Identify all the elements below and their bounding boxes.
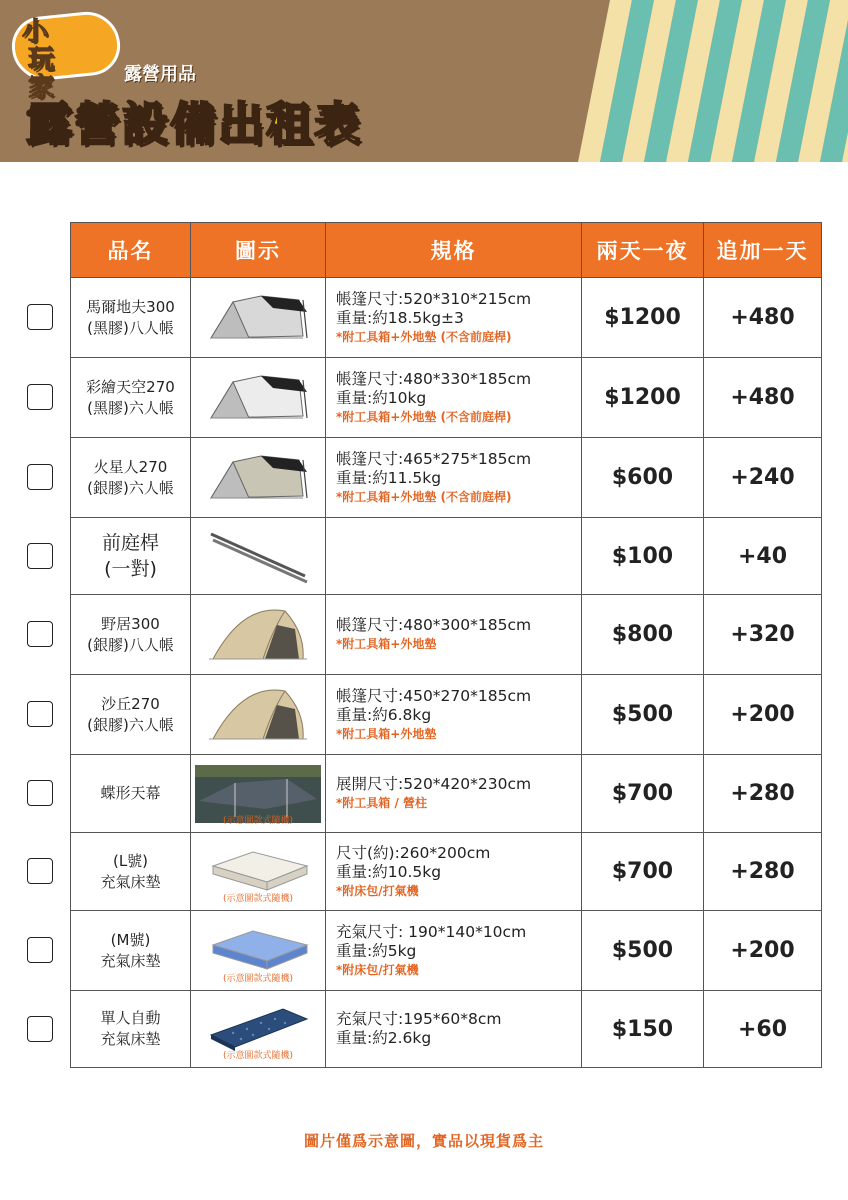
- price-two-days: $700: [611, 781, 674, 806]
- item-spec-cell: [326, 755, 582, 833]
- price-two-days: $700: [611, 859, 674, 884]
- spec-line: 重量:約10.5kg: [336, 862, 442, 881]
- price-two-days-cell: [582, 755, 704, 833]
- header-two-days: 兩天一夜: [582, 223, 704, 278]
- price-two-days: $1200: [604, 305, 681, 330]
- price-extra-day: +240: [730, 465, 795, 490]
- row-checkbox[interactable]: [27, 701, 53, 727]
- price-extra-day-cell: [704, 438, 822, 518]
- item-spec-cell: [326, 518, 582, 595]
- spec-line: 帳篷尺寸:450*270*185cm: [336, 686, 532, 705]
- item-name: 火星人270 (銀膠)六人帳: [87, 457, 174, 497]
- item-name: (L號) 充氣床墊: [100, 851, 161, 891]
- price-extra-day: +480: [730, 305, 795, 330]
- table-row: [71, 278, 822, 358]
- spec-line: 帳篷尺寸:480*330*185cm: [336, 369, 532, 388]
- spec-note: *附床包/打氣機: [336, 883, 419, 898]
- table-row: [71, 991, 822, 1068]
- header-banner: [0, 0, 848, 162]
- price-two-days-cell: [582, 911, 704, 991]
- price-two-days: $150: [611, 1016, 674, 1042]
- price-extra-day: +40: [737, 543, 788, 569]
- spec-line: 重量:約5kg: [336, 941, 417, 960]
- spec-note: *附工具箱 / 營柱: [336, 796, 428, 810]
- spec-line: 重量:約18.5kg±3: [336, 308, 464, 327]
- price-extra-day-cell: [704, 595, 822, 675]
- spec-note: *附床包/打氣機: [336, 962, 419, 977]
- row-checkbox[interactable]: [27, 1016, 53, 1042]
- spec-line: 展開尺寸:520*420*230cm: [336, 775, 532, 793]
- spec-note: *附工具箱+外地墊: [336, 726, 437, 741]
- table-row: [71, 675, 822, 755]
- item-name: 單人自動 充氣床墊: [100, 1009, 161, 1048]
- table-row: [71, 518, 822, 595]
- sample-note: (示意圖款式隨機): [222, 1051, 294, 1061]
- price-extra-day: +200: [730, 702, 795, 727]
- item-spec-cell: [326, 595, 582, 675]
- table-row: [71, 833, 822, 911]
- price-two-days: $100: [611, 543, 674, 569]
- item-name: 馬爾地夫300 (黑膠)八人帳: [86, 297, 175, 337]
- price-extra-day-cell: [704, 755, 822, 833]
- rental-table: [70, 222, 821, 1068]
- price-two-days-cell: [582, 438, 704, 518]
- footer-note: 圖片僅爲示意圖，實品以現貨爲主: [303, 1132, 544, 1150]
- item-spec-cell: [326, 833, 582, 911]
- item-image-cell: [191, 911, 326, 991]
- item-image-cell: [191, 833, 326, 911]
- row-checkbox[interactable]: [27, 621, 53, 647]
- page-title: 露營設備出租表: [26, 97, 362, 151]
- price-extra-day: +480: [730, 385, 795, 410]
- header-image: 圖示: [191, 223, 326, 278]
- item-name: 野居300 (銀膠)八人帳: [87, 614, 174, 654]
- item-name: 沙丘270 (銀膠)六人帳: [87, 694, 174, 734]
- item-name: (M號) 充氣床墊: [100, 930, 161, 970]
- price-extra-day-cell: [704, 278, 822, 358]
- price-two-days: $600: [611, 465, 674, 490]
- price-two-days: $500: [611, 702, 674, 727]
- price-extra-day-cell: [704, 358, 822, 438]
- price-extra-day-cell: [704, 675, 822, 755]
- price-extra-day: +280: [730, 859, 795, 884]
- price-extra-day: +320: [730, 622, 795, 647]
- spec-note: *附工具箱+外地墊 (不含前庭桿): [336, 489, 512, 504]
- item-name-cell: [71, 755, 191, 833]
- spec-line: 重量:約6.8kg: [336, 705, 432, 724]
- item-name: 前庭桿 (一對): [101, 532, 159, 580]
- tent-icon: [191, 286, 325, 350]
- item-image-cell: [191, 278, 326, 358]
- item-image-cell: [191, 755, 326, 833]
- item-image-cell: [191, 438, 326, 518]
- price-two-days-cell: [582, 991, 704, 1068]
- row-checkbox[interactable]: [27, 384, 53, 410]
- item-name-cell: [71, 438, 191, 518]
- price-two-days: $800: [611, 622, 674, 647]
- spec-line: 重量:約11.5kg: [336, 468, 442, 487]
- row-checkbox[interactable]: [27, 780, 53, 806]
- item-name-cell: [71, 991, 191, 1068]
- price-extra-day: +280: [730, 781, 795, 806]
- item-image-cell: [191, 518, 326, 595]
- price-two-days-cell: [582, 675, 704, 755]
- item-image-cell: [191, 675, 326, 755]
- table-row: [71, 911, 822, 991]
- spec-note: *附工具箱+外地墊: [336, 637, 437, 651]
- spec-note: *附工具箱+外地墊 (不含前庭桿): [336, 329, 512, 344]
- brand-subtitle: 露營用品: [124, 64, 196, 85]
- dome-tent-icon: [191, 683, 325, 747]
- spec-line: 充氣尺寸: 190*140*10cm: [336, 922, 527, 941]
- price-two-days-cell: [582, 278, 704, 358]
- row-checkbox[interactable]: [27, 858, 53, 884]
- spec-note: *附工具箱+外地墊 (不含前庭桿): [336, 409, 512, 424]
- row-checkbox[interactable]: [27, 304, 53, 330]
- item-spec-cell: [326, 675, 582, 755]
- table-row: [71, 755, 822, 833]
- item-name-cell: [71, 911, 191, 991]
- spec-line: 帳篷尺寸:520*310*215cm: [336, 289, 532, 308]
- dome-tent-icon: [191, 603, 325, 667]
- price-two-days: $1200: [604, 385, 681, 410]
- item-name-cell: [71, 595, 191, 675]
- item-name: 蝶形天幕: [100, 784, 161, 802]
- spec-line: 帳篷尺寸:465*275*185cm: [336, 449, 532, 468]
- price-extra-day: +200: [730, 938, 795, 963]
- row-checkbox[interactable]: [27, 543, 53, 569]
- item-name-cell: [71, 278, 191, 358]
- price-extra-day-cell: [704, 911, 822, 991]
- header-spec: 規格: [326, 223, 582, 278]
- sample-note: (示意圖款式隨機): [222, 816, 294, 826]
- decorative-stripes: [548, 0, 848, 162]
- item-image-cell: [191, 991, 326, 1068]
- item-name: 彩繪天空270 (黑膠)六人帳: [86, 377, 175, 417]
- spec-line: 重量:約2.6kg: [336, 1029, 432, 1047]
- spec-line: 尺寸(約):260*200cm: [336, 843, 491, 862]
- price-two-days-cell: [582, 833, 704, 911]
- pole-icon: [191, 524, 325, 588]
- item-spec-cell: [326, 278, 582, 358]
- spec-line: 重量:約10kg: [336, 388, 427, 407]
- sample-note: (示意圖款式隨機): [222, 894, 294, 904]
- item-spec-cell: [326, 991, 582, 1068]
- price-extra-day-cell: [704, 518, 822, 595]
- price-two-days-cell: [582, 358, 704, 438]
- item-name-cell: [71, 833, 191, 911]
- item-image-cell: [191, 595, 326, 675]
- item-name-cell: [71, 675, 191, 755]
- spec-line: 充氣尺寸:195*60*8cm: [336, 1010, 502, 1028]
- price-two-days: $500: [611, 938, 674, 963]
- item-spec-cell: [326, 438, 582, 518]
- table-row: [71, 595, 822, 675]
- item-spec-cell: [326, 358, 582, 438]
- logo-line-1: 小: [22, 17, 50, 47]
- price-extra-day-cell: [704, 833, 822, 911]
- header-name: 品名: [71, 223, 191, 278]
- item-spec-cell: [326, 911, 582, 991]
- price-extra-day: +60: [737, 1016, 788, 1042]
- table-header-row: [71, 223, 822, 278]
- spec-line: 帳篷尺寸:480*300*185cm: [336, 616, 532, 634]
- sample-note: (示意圖款式隨機): [222, 974, 294, 984]
- item-name-cell: [71, 518, 191, 595]
- table-row: [71, 438, 822, 518]
- item-image-cell: [191, 358, 326, 438]
- table-row: [71, 358, 822, 438]
- price-two-days-cell: [582, 518, 704, 595]
- tent-icon: [191, 446, 325, 510]
- logo-line-2: 玩家: [28, 45, 56, 103]
- header-extra-day: 追加一天: [704, 223, 822, 278]
- row-checkbox[interactable]: [27, 464, 53, 490]
- price-extra-day-cell: [704, 991, 822, 1068]
- price-two-days-cell: [582, 595, 704, 675]
- tent-icon: [191, 366, 325, 430]
- item-name-cell: [71, 358, 191, 438]
- row-checkbox[interactable]: [27, 937, 53, 963]
